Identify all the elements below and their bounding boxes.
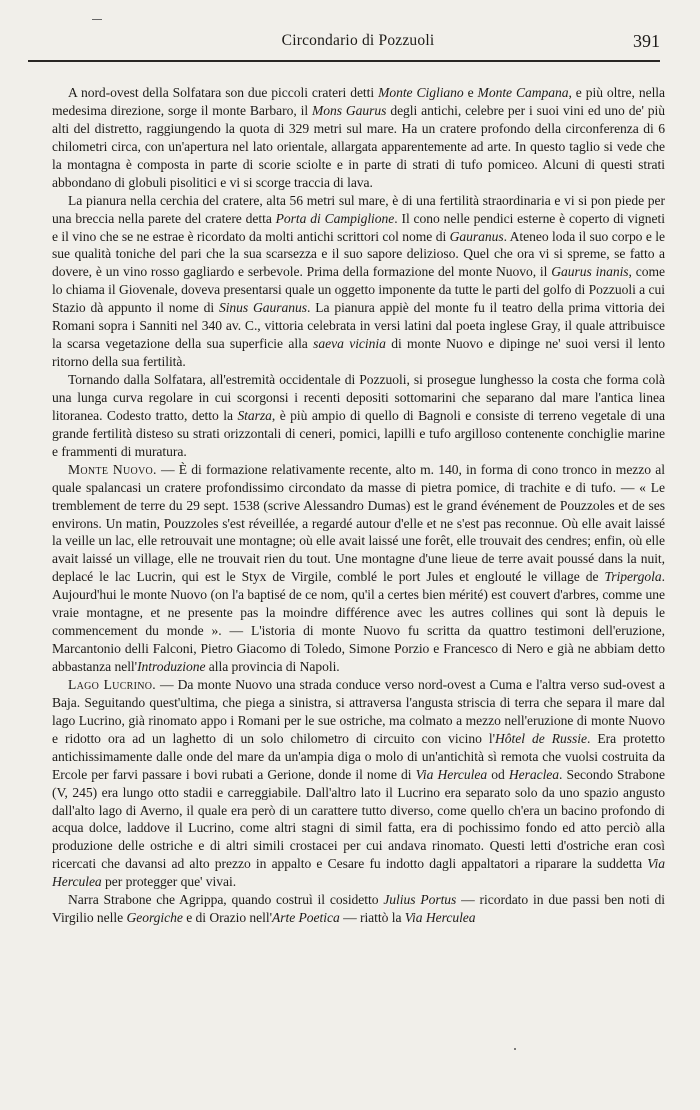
text-run: alla provincia di Napoli. [205,659,340,674]
italic-term: Georgiche [126,910,183,926]
text-run: degli antichi, celebre per i suoi vini ed uno de' più alti del distretto, raggiungendo la quota di 329 metri sul mare. Ha un cratere profondo della circonferenza di 6 chilometri circa, con un'apertura nel lato orientale, allargata apparentemente ad arte. In questo taglio si vede che la montagna è composta in parte di scorie sciolte e in parte di strati di tufo pomiceo. Alcuni di questi strati abbondano di globuli pisolitici e vi si scorge traccia di lava. [52,102,665,190]
text-run: La pianura nella cerchia del cratere, alta 56 metri sul mare, è di una fertilità straordinaria e vi si pon piede per una breccia nella parete del cratere detta [52,192,665,226]
italic-term: Via Herculea [52,856,665,890]
page-header [56,32,660,56]
italic-term: Hôtel de Russie [494,730,587,746]
text-body [52,84,665,927]
italic-term: Porta di Campiglione [275,210,395,226]
text-run: A nord-ovest della Solfatara son due piccoli crateri detti [68,85,379,100]
text-run: . Era protetto antichissimamente dalle onde del mare da un'ampia diga o molo di un'antichità sì remota che vuolsi costruita da Ercole per farvi passare i bovi rubati a Gerione, donde il nome di [52,730,665,782]
section-heading: Lago Lucrino. [68,676,156,692]
italic-term: Starza [237,407,272,423]
section-heading: Monte Nuovo. [68,461,157,477]
text-run: — Da monte Nuovo una strada conduce verso nord-ovest a Cuma e l'altra verso sud-ovest a Baja. Seguitando quest'ultima, che piega a sinistra, si attraversa l'angusta striscia di terra che separa il mare dal lago Lucrino, già rinomato appo i Romani per le sue ostriche, ma colmato a mezzo nell'eruzione di monte Nuovo e ridotto ora ad un laghetto di un solo chilometro di circuito con vicino l' [52,676,665,746]
paper-speck [514,1048,516,1050]
text-run: . Il cono nelle pendici esterne è coperto di vigneti e il vino che se ne estrae è ricordato da molti antichi scrittori col nome di [52,210,665,244]
text-run: od [487,766,509,782]
italic-term: Introduzione [137,659,206,674]
printer-mark [92,19,102,20]
text-run: . Secondo Strabone (V, 245) era lungo otto stadii e carreggiabile. Dall'altro lato il Lucrino era separato solo da uno spazio angusto dall'alto lago di Averno, il quale era però di un carattere tutto diverso, come quello ch'era un bacino profondo di acqua dolce, laddove il Lucrino, come altri stagni di simil fatta, era di pochissimo fondo ed atto perciò alla produzione delle ostriche e di altri simili crostacei per cui andava rinomato. Questi letti d'ostriche eran così ricercati che davansi ad alto prezzo in appalto e Cesare fu indotto dagli appaltatori a riparare la suddetta [52,766,665,872]
running-title: Circondario di Pozzuoli [281,32,435,49]
paragraph-pianura [52,192,665,371]
italic-term: Gaurus inanis [551,264,629,280]
italic-term: Gauranus [449,228,504,244]
text-run: — riattò la [339,910,405,926]
italic-term: Via Herculea [404,910,476,926]
text-run: , come lo chiama il Giovenale, doveva presentarsi quale un oggetto imponente da tutte le parti del golfo di Pozzuoli a cui Stazio dà appunto il nome di [52,264,665,316]
text-run: di monte Nuovo e dipinge ne' suoi versi il lento ritorno della sua fertilità. [52,336,665,370]
italic-term: Tripergola [604,569,662,585]
text-run: e di Orazio nell' [182,910,272,926]
italic-term: Sinus Gauranus [218,300,308,316]
text-run: , è più ampio di quello di Bagnoli e consiste di terreno vegetale di una grande fertilità disteso su strati orizzontali di ceneri, pomici, lapilli e tufo argilloso contenente conchiglie marine e frammenti di muratura. [52,407,666,459]
italic-term: saeva vicinia [313,336,386,352]
paragraph-monte-nuovo [52,461,665,676]
italic-term: Via Herculea [415,766,488,782]
paragraph-costa [52,371,665,461]
text-run: , e più oltre, nella medesima direzione, sorge il monte Barbaro, il [52,85,666,118]
text-run: . La pianura appiè del monte fu il teatro della prima vittoria dei Romani sopra i Sanniti nel 340 av. C., vittoria celebrata in versi latini dal poeta inglese Gray, il quale attribuisce la scarsa vegetazione della sua superficie alla [52,300,665,352]
italic-term: Monte Cigliano [378,85,464,100]
text-run: . Aujourd'hui le monte Nuovo (on l'a baptisé de ce nom, qu'il a certes bien mérité) est couvert d'arbres, comme une vraie montagne, et ne presente pas la moindre différence avec les autres collines qui sont là depuis le commencement du monde ». — L'istoria di monte Nuovo fu scritta da quattro testimoni dell'eruzione, Marcantonio delli Falconi, Pietro Giacomo di Toledo, Simone Porzio e Francesco di Nero e già ne abbiam detto abbastanza nell' [52,569,665,674]
text-run: Tornando dalla Solfatara, all'estremità occidentale di Pozzuoli, si prosegue lunghesso la costa che forma colà una lunga curva regolare in cui scorgonsi i recenti depositi sottomarini che separano dal mare l'antica linea litoranea. Codesto tratto, detto la [52,372,665,423]
italic-term: Monte Campana [477,85,569,100]
text-run: — ricordato in due passi ben noti di Virgilio nelle [52,892,666,926]
paragraph-strabone [52,891,665,927]
italic-term: Mons Gaurus [311,102,387,118]
text-run: per protegger que' vivai. [101,874,237,890]
text-run: — È di formazione relativamente recente, alto m. 140, in forma di cono tronco in mezzo al quale spalancasi un cratere profondissimo circondato da masse di pietra pomice, di trachite e di tufo. — « Le tremblement de terre du 29 sept. 1538 (scrive Alessandro Dumas) est le grand événement de Pouzzoles et de ses environs. Un matin, Pouzzoles s'est réveillée, a regardé autour d'elle et ne s'est pas reconnue. Où elle avait laissé la veille un lac, elle retrouvait une montagne; où elle avait laissé une forêt, elle trouvait des cendres; enfin, où elle avait laissé un village, elle ne trouvait rien du tout. Une montagne d'une lieue de terre avait poussé dans la nuit, deplacé le lac Lucrin, qui est le Styx de Virgile, comblé le port Jules et englouté le village de [52,461,665,585]
italic-term: Arte Poetica [272,910,340,926]
text-run: Narra Strabone che Agrippa, quando costruì il cosidetto [68,892,384,908]
italic-term: Heraclea [508,766,560,782]
paragraph-lago-lucrino [52,676,665,891]
paragraph-solfatara [52,84,665,192]
text-run: e [463,85,478,100]
italic-term: Julius Portus [383,892,457,908]
page-number: 391 [633,31,660,51]
header-rule [28,60,660,62]
text-run: . Ateneo loda il suo corpo e le sue qualità toniche del pari che la sua scarsezza e il suo sapore delizioso. Quel che ora vi si spreme, se fatto a dovere, è un vino rosso gagliardo e serbevole. Prima della formazione del monte Nuovo, il [52,228,665,280]
